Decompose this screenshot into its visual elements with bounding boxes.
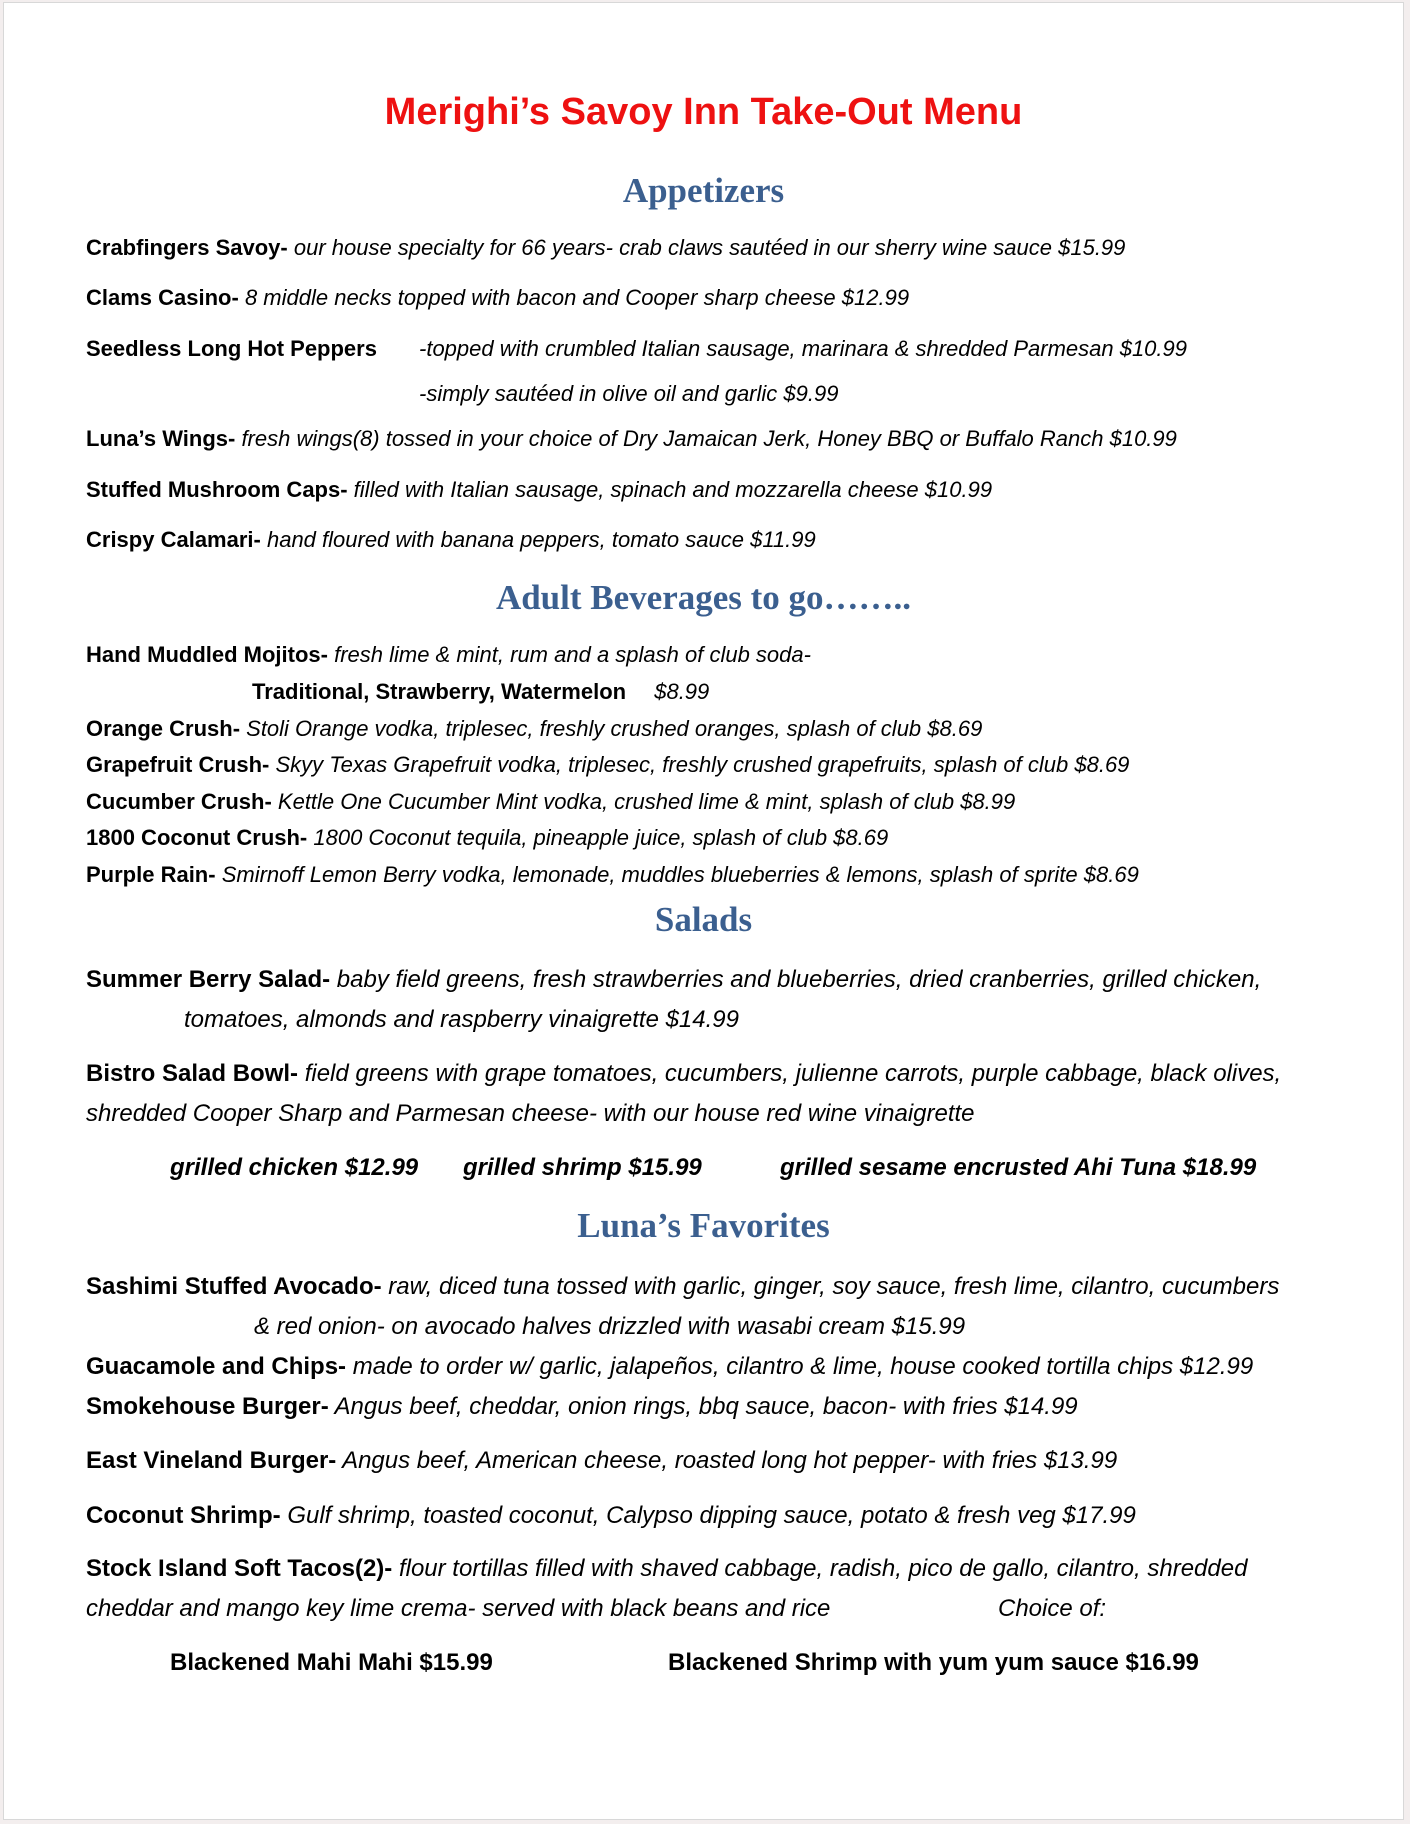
menu-item-hot-peppers bbox=[86, 336, 377, 362]
item-desc: Stoli Orange vodka, triplesec, freshly crushed oranges, splash of club $8.69 bbox=[240, 716, 983, 741]
item-desc: made to order w/ garlic, jalapeños, cilantro & lime, house cooked tortilla chips $12.99 bbox=[346, 1353, 1254, 1380]
tacos-option-mahi: Blackened Mahi Mahi $15.99 bbox=[170, 1649, 493, 1676]
mojito-price: $8.99 bbox=[654, 679, 710, 704]
menu-item-coconut-crush bbox=[86, 825, 888, 851]
item-name: Seedless Long Hot Peppers bbox=[86, 336, 377, 361]
item-desc: our house specialty for 66 years- crab claws sautéed in our sherry wine sauce $15.99 bbox=[287, 235, 1126, 260]
hot-peppers-option-sausage: -topped with crumbled Italian sausage, marinara & shredded Parmesan $10.99 bbox=[419, 336, 1188, 361]
item-name: Crispy Calamari- bbox=[86, 527, 261, 552]
item-desc: Angus beef, cheddar, onion rings, bbq sauce, bacon- with fries $14.99 bbox=[328, 1393, 1078, 1420]
tacos-option-shrimp: Blackened Shrimp with yum yum sauce $16.99 bbox=[668, 1649, 1199, 1676]
section-heading-salads: Salads bbox=[654, 900, 753, 939]
item-name: Clams Casino- bbox=[86, 285, 239, 310]
menu-page bbox=[3, 2, 1404, 1820]
hot-peppers-option-garlic: -simply sautéed in olive oil and garlic $9.99 bbox=[419, 381, 839, 406]
menu-item-coconut-shrimp bbox=[86, 1502, 1136, 1530]
item-name: East Vineland Burger- bbox=[86, 1447, 337, 1474]
item-name: Hand Muddled Mojitos- bbox=[86, 642, 328, 667]
bistro-option-tuna: grilled sesame encrusted Ahi Tuna $18.99 bbox=[780, 1154, 1257, 1181]
menu-item-purple-rain bbox=[86, 862, 1139, 888]
menu-item-bistro-salad bbox=[86, 1060, 1281, 1088]
item-name: Cucumber Crush- bbox=[86, 789, 272, 814]
item-name: Bistro Salad Bowl- bbox=[86, 1060, 299, 1087]
item-name: Orange Crush- bbox=[86, 716, 241, 741]
bistro-desc-cont: shredded Cooper Sharp and Parmesan cheese- with our house red wine vinaigrette bbox=[86, 1100, 975, 1127]
tacos-choice-label: Choice of: bbox=[998, 1595, 1107, 1622]
menu-item-guacamole bbox=[86, 1353, 1253, 1381]
menu-item-mojitos bbox=[86, 642, 811, 668]
menu-item-summer-berry-salad bbox=[86, 966, 1261, 994]
item-desc: Skyy Texas Grapefruit vodka, triplesec, freshly crushed grapefruits, splash of club $8.69 bbox=[269, 752, 1130, 777]
menu-item-east-vineland-burger bbox=[86, 1447, 1117, 1475]
menu-item-smokehouse-burger bbox=[86, 1393, 1078, 1421]
summer-berry-desc-cont: tomatoes, almonds and raspberry vinaigrette $14.99 bbox=[184, 1006, 739, 1033]
bistro-option-chicken: grilled chicken $12.99 bbox=[170, 1154, 419, 1181]
bistro-option-shrimp: grilled shrimp $15.99 bbox=[463, 1154, 702, 1181]
item-desc: 8 middle necks topped with bacon and Cooper sharp cheese $12.99 bbox=[238, 285, 910, 310]
menu-item-mushroom-caps bbox=[86, 477, 992, 503]
item-name: Grapefruit Crush- bbox=[86, 752, 270, 777]
item-desc: fresh wings(8) tossed in your choice of Dry Jamaican Jerk, Honey BBQ or Buffalo Ranch $10.99 bbox=[235, 426, 1177, 451]
item-desc: field greens with grape tomatoes, cucumbers, julienne carrots, purple cabbage, black olives, bbox=[298, 1060, 1282, 1087]
section-heading-appetizers: Appetizers bbox=[622, 171, 785, 210]
item-desc: Gulf shrimp, toasted coconut, Calypso dipping sauce, potato & fresh veg $17.99 bbox=[280, 1502, 1136, 1529]
sashimi-desc-cont: & red onion- on avocado halves drizzled with wasabi cream $15.99 bbox=[254, 1313, 966, 1340]
item-desc: fresh lime & mint, rum and a splash of club soda- bbox=[327, 642, 811, 667]
menu-item-lunas-wings bbox=[86, 426, 1177, 452]
item-name: Guacamole and Chips- bbox=[86, 1353, 347, 1380]
item-name: Luna’s Wings- bbox=[86, 426, 236, 451]
item-name: Crabfingers Savoy- bbox=[86, 235, 288, 260]
item-name: Smokehouse Burger- bbox=[86, 1393, 329, 1420]
item-desc: Smirnoff Lemon Berry vodka, lemonade, muddles blueberries & lemons, splash of sprite $8.69 bbox=[215, 862, 1139, 887]
item-name: Purple Rain- bbox=[86, 862, 216, 887]
menu-item-soft-tacos bbox=[86, 1555, 1247, 1583]
item-name: Coconut Shrimp- bbox=[86, 1502, 281, 1529]
section-heading-beverages: Adult Beverages to go…….. bbox=[495, 578, 912, 617]
item-desc: filled with Italian sausage, spinach and mozzarella cheese $10.99 bbox=[347, 477, 993, 502]
item-name: Stock Island Soft Tacos(2)- bbox=[86, 1555, 393, 1582]
menu-item-crabfingers bbox=[86, 235, 1125, 261]
item-desc: Angus beef, American cheese, roasted long hot pepper- with fries $13.99 bbox=[336, 1447, 1118, 1474]
menu-item-calamari bbox=[86, 527, 816, 553]
item-name: 1800 Coconut Crush- bbox=[86, 825, 308, 850]
page-title: Merighi’s Savoy Inn Take-Out Menu bbox=[384, 91, 1023, 133]
item-desc: raw, diced tuna tossed with garlic, ginger, soy sauce, fresh lime, cilantro, cucumbers bbox=[381, 1273, 1280, 1300]
item-desc: baby field greens, fresh strawberries and blueberries, dried cranberries, grilled chicken, bbox=[330, 966, 1262, 993]
menu-item-sashimi-avocado bbox=[86, 1273, 1279, 1301]
tacos-desc-cont: cheddar and mango key lime crema- served with black beans and rice bbox=[86, 1595, 831, 1622]
item-desc: Kettle One Cucumber Mint vodka, crushed lime & mint, splash of club $8.99 bbox=[271, 789, 1016, 814]
section-heading-favorites: Luna’s Favorites bbox=[577, 1206, 830, 1245]
menu-item-grapefruit-crush bbox=[86, 752, 1129, 778]
item-name: Summer Berry Salad- bbox=[86, 966, 331, 993]
item-desc: hand floured with banana peppers, tomato sauce $11.99 bbox=[260, 527, 816, 552]
item-name: Stuffed Mushroom Caps- bbox=[86, 477, 348, 502]
menu-item-orange-crush bbox=[86, 716, 982, 742]
menu-item-cucumber-crush bbox=[86, 789, 1015, 815]
item-desc: 1800 Coconut tequila, pineapple juice, splash of club $8.69 bbox=[307, 825, 889, 850]
item-name: Sashimi Stuffed Avocado- bbox=[86, 1273, 382, 1300]
menu-item-clams-casino bbox=[86, 285, 909, 311]
mojito-flavors: Traditional, Strawberry, Watermelon $8.99 bbox=[252, 679, 710, 704]
item-desc: flour tortillas filled with shaved cabbage, radish, pico de gallo, cilantro, shredded bbox=[392, 1555, 1248, 1582]
